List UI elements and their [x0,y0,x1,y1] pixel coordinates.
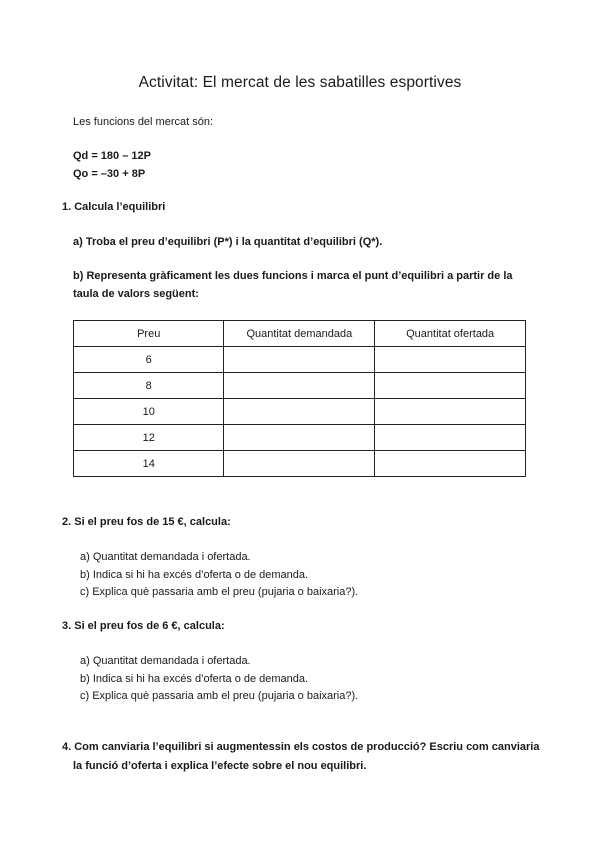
question-1b-line-1: b) Representa gràficament les dues funcions i marca el punt d’equilibri a partir de la [73,270,513,282]
question-2b: b) Indica si hi ha excés d’oferta o de demanda. [80,569,309,581]
question-2-heading: 2. Si el preu fos de 15 €, calcula: [62,516,231,528]
quantity-supplied-cell [375,451,526,477]
question-2c: c) Explica què passaria amb el preu (pujaria o baixaria?). [80,586,359,598]
quantity-supplied-cell [375,373,526,399]
page-title: Activitat: El mercat de les sabatilles esportives [138,74,462,91]
quantity-supplied-cell [375,425,526,451]
question-4-line-2: la funció d’oferta i explica l’efecte sobre el nou equilibri. [73,760,367,772]
quantity-demanded-cell [224,373,375,399]
intro-text: Les funcions del mercat són: [73,116,214,128]
quantity-supplied-cell [375,347,526,373]
question-1b-line-2: taula de valors següent: [73,288,199,300]
table-header-row [74,321,526,347]
price-cell: 6 [74,347,224,373]
quantity-demanded-cell [224,425,375,451]
question-1-heading: 1. Calcula l’equilibri [62,201,166,213]
table-row [74,347,526,373]
header-quantity-supplied: Quantitat ofertada [375,321,526,347]
quantity-demanded-cell [224,347,375,373]
demand-function: Qd = 180 – 12P [73,150,151,162]
question-3c: c) Explica què passaria amb el preu (pujaria o baixaria?). [80,690,359,702]
table-row [74,451,526,477]
price-cell: 14 [74,451,224,477]
price-cell: 12 [74,425,224,451]
question-3-heading: 3. Si el preu fos de 6 €, calcula: [62,620,225,632]
question-2a: a) Quantitat demandada i ofertada. [80,551,251,563]
table-row [74,425,526,451]
header-price: Preu [74,321,224,347]
price-cell: 8 [74,373,224,399]
question-3b: b) Indica si hi ha excés d’oferta o de demanda. [80,673,309,685]
header-quantity-demanded: Quantitat demandada [224,321,375,347]
question-3a: a) Quantitat demandada i ofertada. [80,655,251,667]
supply-function: Qo = –30 + 8P [73,168,146,180]
table-row [74,399,526,425]
quantity-demanded-cell [224,399,375,425]
question-1a: a) Troba el preu d’equilibri (P*) i la quantitat d’equilibri (Q*). [73,236,383,248]
values-table [73,320,526,477]
quantity-demanded-cell [224,451,375,477]
quantity-supplied-cell [375,399,526,425]
table-row [74,373,526,399]
price-cell: 10 [74,399,224,425]
question-4-line-1: 4. Com canviaria l’equilibri si augmentessin els costos de producció? Escriu com canviaria [62,741,540,753]
